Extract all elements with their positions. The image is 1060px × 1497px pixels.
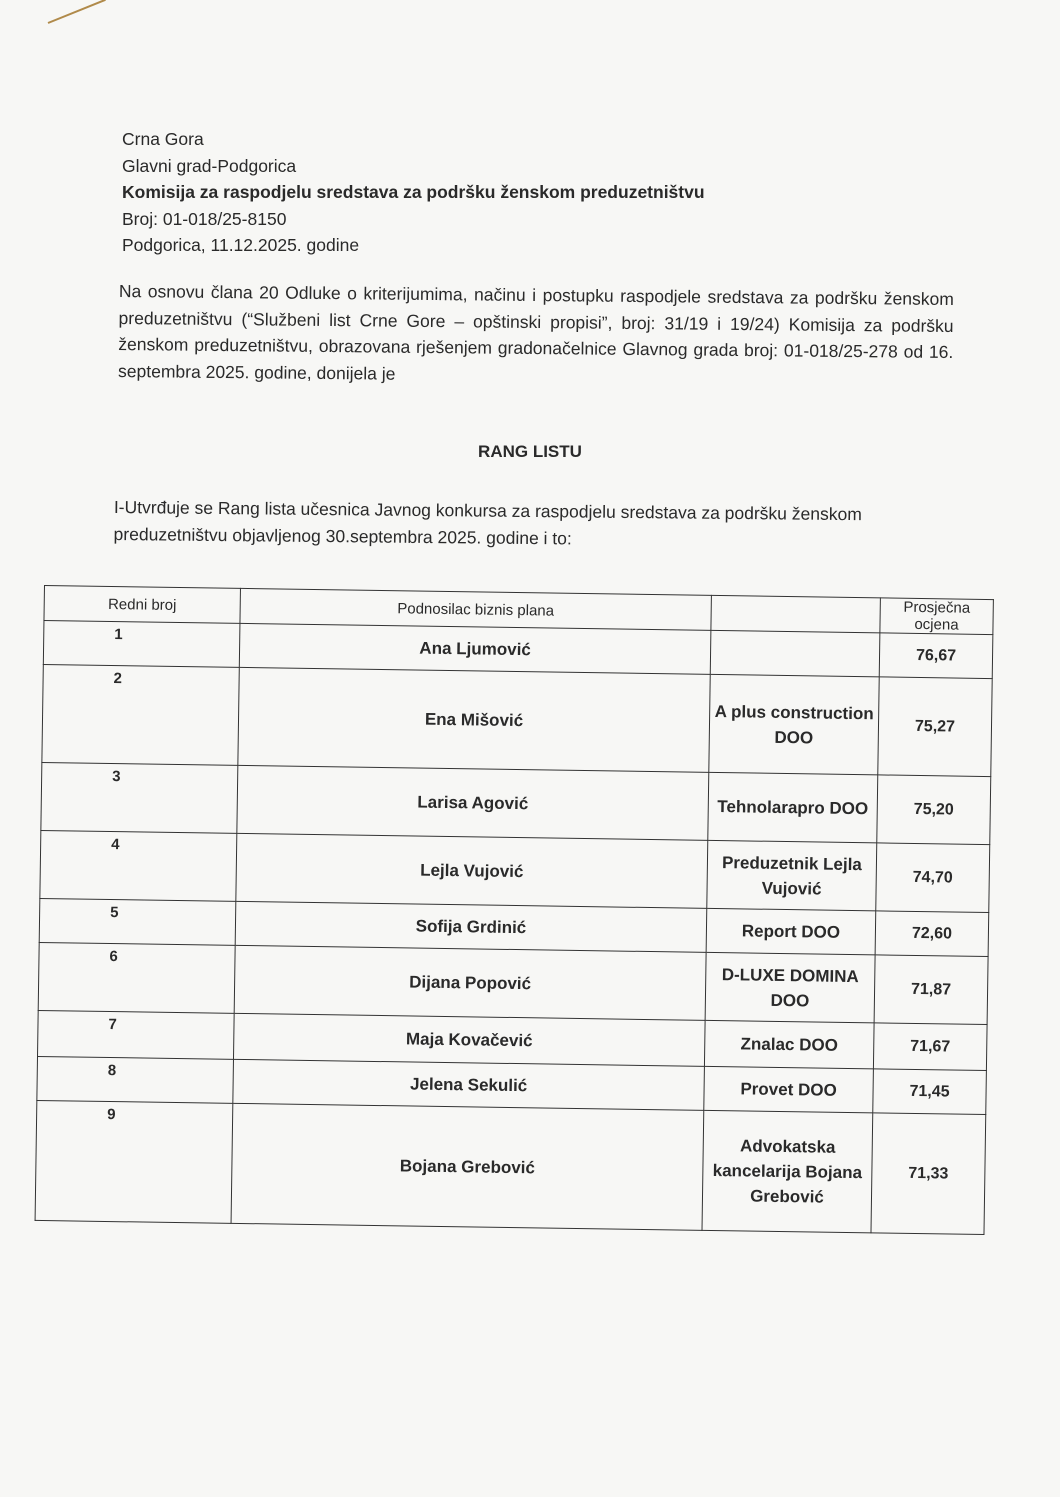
lead-paragraph: I-Utvrđuje se Rang lista učesnica Javnog konkursa za raspodjelu sredstava za podršku ženskom preduzetništvu objavljenog 30.septembra 2025. godine i to:: [113, 496, 862, 548]
row-score: 74,70: [876, 843, 990, 913]
row-name: Lejla Vujović: [236, 833, 708, 908]
row-company: Preduzetnik Lejla Vujović: [707, 840, 877, 910]
row-score: 75,20: [877, 775, 991, 845]
row-company: D-LUXE DOMINA DOO: [705, 952, 875, 1022]
row-score: 72,60: [875, 911, 989, 957]
header-city: Glavni grad-Podgorica: [122, 155, 297, 176]
row-company: Provet DOO: [704, 1066, 874, 1113]
row-score: 76,67: [879, 633, 993, 679]
row-name: Sofija Grdinić: [235, 901, 707, 952]
scan-pen-mark: [48, 0, 106, 24]
row-name: Bojana Grebović: [231, 1103, 704, 1230]
row-name: Ana Ljumović: [239, 623, 711, 674]
row-score: 71,45: [873, 1069, 987, 1115]
intro-paragraph: Na osnovu člana 20 Odluke o kriterijumima, načinu i postupku raspodjele sredstava za podršku ženskom preduzetništvu (“Službeni list Crne Gore – opštinski propisi”, broj: 31/19 i 19/24) Komisija za podršku ženskom preduzetništvu, obrazovana rješenjem gradonačelnice Glavnog grada broj: 01-018/25-278 od 16. septembra 2025. godine, donijela je: [118, 280, 954, 384]
table-row: [42, 664, 992, 776]
ranking-table-wrapper: [35, 585, 994, 1235]
header-country: Crna Gora: [122, 129, 204, 149]
header-company: [711, 595, 881, 633]
row-company: Znalac DOO: [704, 1020, 874, 1069]
row-rank: 3: [41, 762, 238, 833]
row-score: 71,67: [873, 1023, 987, 1071]
row-score: 71,87: [874, 955, 988, 1025]
row-name: Larisa Agović: [237, 765, 709, 840]
row-company: Advokatska kancelarija Bojana Grebović: [702, 1110, 873, 1232]
row-rank: 6: [38, 942, 235, 1013]
ranking-table: [35, 585, 994, 1235]
row-score: 75,27: [878, 677, 992, 777]
header-applicant: Podnosilac biznis plana: [240, 588, 711, 630]
row-name: Dijana Popović: [234, 945, 706, 1020]
document-title: RANG LISTU: [478, 442, 582, 461]
table-row: [35, 1100, 986, 1234]
header-number: Broj: 01-018/25-8150: [122, 208, 287, 229]
row-name: Maja Kovačević: [233, 1013, 705, 1066]
row-rank: 9: [35, 1100, 233, 1223]
row-rank: 1: [43, 621, 240, 668]
row-rank: 4: [40, 830, 237, 901]
header-rank: Redni broj: [44, 586, 240, 624]
row-rank: 8: [37, 1056, 234, 1103]
row-company: A plus construction DOO: [709, 674, 879, 774]
row-company: Report DOO: [706, 908, 876, 955]
row-rank: 2: [42, 664, 239, 765]
row-company: Tehnolarapro DOO: [708, 772, 878, 842]
header-score: Prosječna ocjena: [880, 598, 994, 635]
row-company: [710, 630, 880, 677]
header-place-date: Podgorica, 11.12.2025. godine: [122, 235, 360, 255]
row-rank: 5: [39, 898, 236, 945]
header-commission: Komisija za raspodjelu sredstava za podršku ženskom preduzetništvu: [122, 182, 705, 202]
document-header: [122, 126, 705, 259]
row-name: Jelena Sekulić: [233, 1059, 705, 1110]
row-rank: 7: [38, 1010, 235, 1059]
row-score: 71,33: [871, 1113, 986, 1235]
row-name: Ena Mišović: [238, 667, 710, 772]
